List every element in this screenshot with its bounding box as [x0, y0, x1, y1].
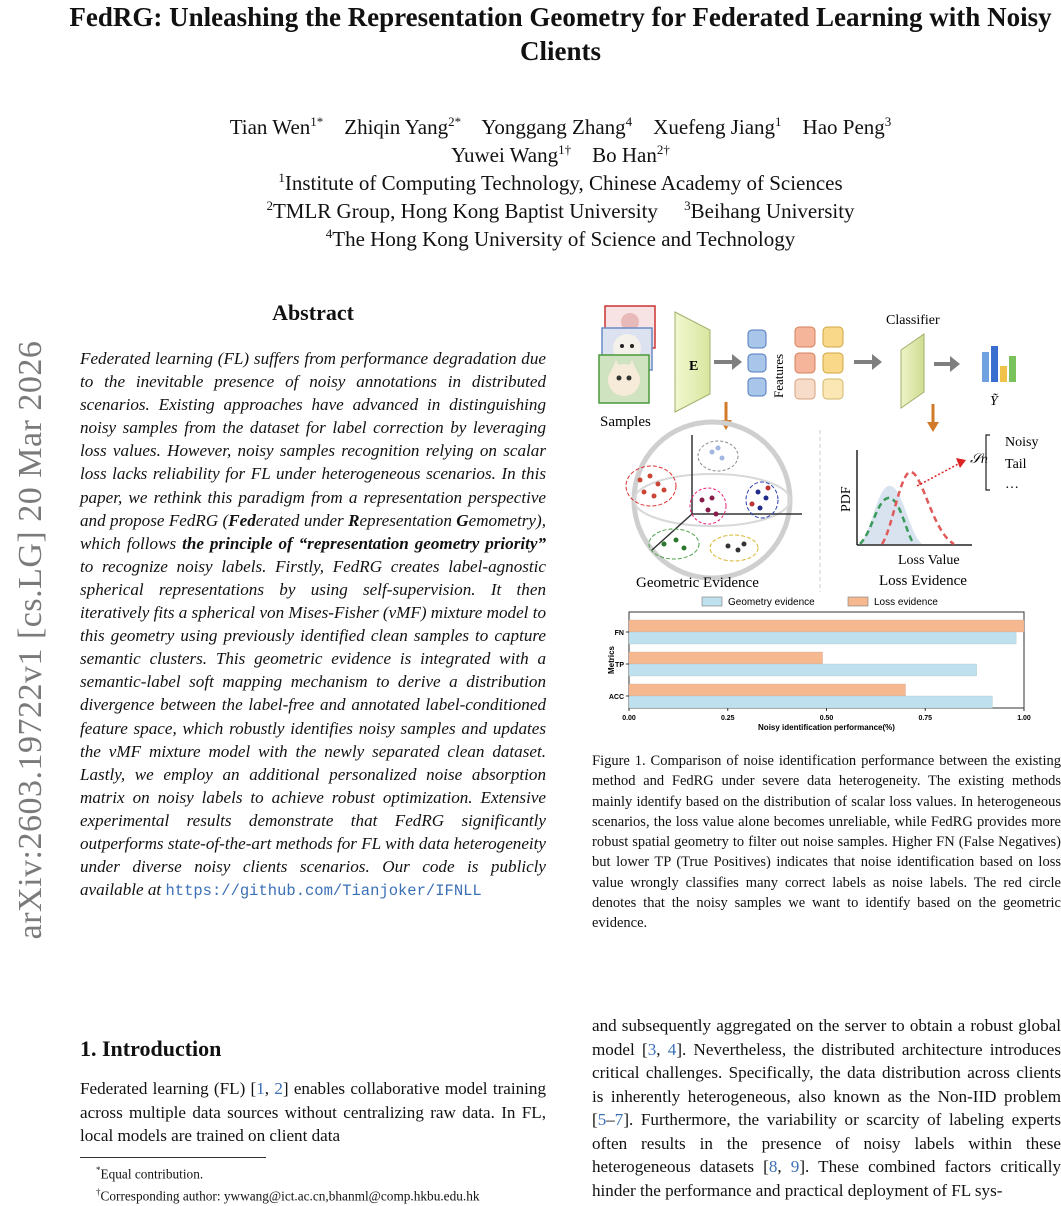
citation-link[interactable]: 4 [667, 1039, 677, 1059]
x-tick-label: 0.00 [622, 715, 636, 722]
author: Bo Han$^{2\dagger}$ [592, 142, 670, 167]
section-heading-introduction: 1. Introduction [80, 1036, 222, 1061]
bar-geometry-fn [629, 632, 1016, 644]
figure-caption: Figure 1. Comparison of noise identification performance between the existing method and FedRG under severe data heterogeneity. The existing methods mainly identify based on the distribution of scalar loss values. In heterogeneous scenarios, the loss value alone becomes unreliable, while FedRG provides more robust spatial geometry to filter out noise samples. Higher FN (False Negatives) but lower TP (True Positives) indicates that noise identification based on loss value wrongly classifies many correct labels as noise labels. The red circle denotes that the noisy samples we want to identify based on the geometric evidence. [592, 753, 1061, 932]
classifier-label: Classifier [886, 313, 940, 328]
sn-label: 𝒮n [970, 452, 988, 467]
author: Yonggang Zhang$^4$ [481, 114, 633, 139]
feature-column-1 [748, 330, 766, 396]
sample-images [599, 306, 655, 403]
footnote-rule [80, 1157, 266, 1158]
tail-label: Tail [1005, 457, 1027, 472]
bar-loss-fn [629, 620, 1024, 632]
author: Tian Wen$^{1*}$ [229, 114, 324, 139]
x-tick-label: 0.50 [819, 715, 834, 722]
arrow-icon [934, 356, 960, 372]
bar-loss-tp [629, 652, 823, 664]
output-histogram-icon [982, 346, 1016, 382]
author: Xuefeng Jiang$^1$ [653, 114, 782, 139]
x-tick-label: 1.00 [1017, 715, 1031, 722]
y-tick-label: ACC [608, 694, 624, 701]
affiliation-1: $^1$Institute of Computing Technology, Chinese Academy of Sciences [278, 170, 843, 195]
figure-1 [592, 300, 1061, 740]
features-label: Features [771, 353, 786, 398]
y-axis-label: Metrics [607, 645, 616, 675]
abstract-body: Federated learning (FL) suffers from performance degradation due to the inevitable presence of noisy annotations in distributed scenarios. Existing approaches have advanced in distinguishing noisy samples from the dataset for label correction by leveraging loss values. However, noisy samples recognition relying on scalar loss lacks reliability for FL under heterogeneous scenarios. In this paper, we rethink this paradigm from a representation perspective and propose FedRG (Federated under Representation Gemometry), which follows the principle of “representation geometry priority” to recognize noisy labels. Firstly, FedRG creates label-agnostic spherical representations by using self-supervision. It then iteratively fits a spherical von Mises-Fisher (vMF) mixture model to this geometry using previously identified clean samples to capture semantic clusters. This geometric evidence is integrated with a semantic-label soft mapping mechanism to derive a distribution divergence between the label-free and annotated label-conditioned feature space, which robustly identifies noisy samples and updates the vMF mixture model with the newly separated clean dataset. Lastly, we employ an additional personalized noise absorption matrix on noisy labels to achieve robust optimization. Extensive experimental results demonstrate that FedRG significantly outperforms state-of-the-art methods for FL with data heterogeneity under diverse noisy clients scenarios. Our code is publicly available at https://github.com/Tianjoker/IFNLL [80, 349, 547, 901]
intro-body: Federated learning (FL) [1, 2] enables collaborative model training across multiple data sources without centralizing raw data. In FL, local models are trained on client data [80, 1079, 546, 1145]
citation-link[interactable]: 7 [614, 1110, 624, 1129]
encoder-label: E [689, 359, 699, 374]
arxiv-stamp [0, 0, 62, 1200]
legend-swatch [848, 597, 868, 606]
citation-link[interactable]: 3 [647, 1039, 657, 1059]
legend-swatch [702, 597, 722, 606]
footnotes [96, 1161, 480, 1206]
loss-evidence-label: Loss Evidence [879, 573, 967, 589]
legend-label: Geometry evidence [728, 597, 815, 608]
loss-value-label: Loss Value [898, 553, 960, 568]
legend-label: Loss evidence [874, 597, 938, 608]
dots-label: … [1005, 477, 1019, 492]
x-tick-label: 0.75 [918, 715, 933, 722]
y-hat-label: Ỹ [990, 394, 998, 409]
author: Zhiqin Yang$^{2*}$ [344, 114, 462, 139]
sphere-diagram [626, 422, 802, 578]
classifier-block [901, 334, 924, 408]
author: Yuwei Wang$^{1\dagger}$ [451, 142, 572, 167]
affiliation-4: $^4$The Hong Kong University of Science and Technology [325, 226, 796, 251]
y-tick-label: FN [614, 630, 624, 637]
noisy-label: Noisy [1005, 435, 1039, 450]
right-column-body: and subsequently aggregated on the server to obtain a robust global model [3, 4]. Nevertheless, the distributed architecture introduces critical challenges. Specifically, the data distribution across clients is inherently heterogeneous, also known as the Non-IID problem [5–7]. Furthermore, the variability or scarcity of labeling experts often results in the presence of noisy labels within these heterogeneous datasets [8, 9]. These combined factors critically hinder the performance and practical deployment of FL sys- [592, 1016, 1061, 1200]
author: Hao Peng$^3$ [802, 114, 892, 139]
samples-label: Samples [600, 414, 651, 430]
citation-link[interactable]: 1 [256, 1079, 265, 1098]
feature-grid [795, 327, 843, 399]
citation-link[interactable]: 2 [274, 1079, 283, 1098]
citation-link[interactable]: 9 [790, 1157, 800, 1176]
bar-loss-acc [629, 684, 906, 696]
arrow-icon [854, 354, 882, 370]
x-tick-label: 0.25 [720, 715, 735, 722]
citation-link[interactable]: 8 [768, 1157, 778, 1176]
footnote-corresponding: †Corresponding author: ywwang@ict.ac.cn,bhanml@comp.hkbu.edu.hk [96, 1187, 480, 1204]
x-axis-label: Noisy identification performance(%) [758, 723, 895, 732]
paper-title: FedRG: Unleashing the Representation Geometry for Federated Learning with Noisy Clients [69, 2, 1052, 66]
footnote-equal: *Equal contribution. [96, 1165, 204, 1182]
citation-link[interactable]: 5 [597, 1110, 607, 1129]
loss-distribution-plot [857, 450, 972, 545]
bar-geometry-tp [629, 664, 977, 676]
abstract-heading: Abstract [272, 300, 354, 325]
arrow-icon [714, 354, 742, 370]
bar-geometry-acc [629, 696, 992, 708]
code-link[interactable]: https://github.com/Tianjoker/IFNLL [165, 882, 482, 901]
affiliation-2-3: $^2$TMLR Group, Hong Kong Baptist University $^3$Beihang University [266, 198, 855, 223]
bracket [986, 435, 990, 490]
y-tick-label: TP [615, 662, 624, 669]
pdf-axis-label: PDF [839, 486, 854, 512]
arxiv-stamp-text: arXiv:2603.19722v1 [cs.LG] 20 Mar 2026 [12, 340, 49, 940]
bar-chart [607, 597, 1031, 732]
geometric-evidence-label: Geometric Evidence [636, 575, 759, 591]
